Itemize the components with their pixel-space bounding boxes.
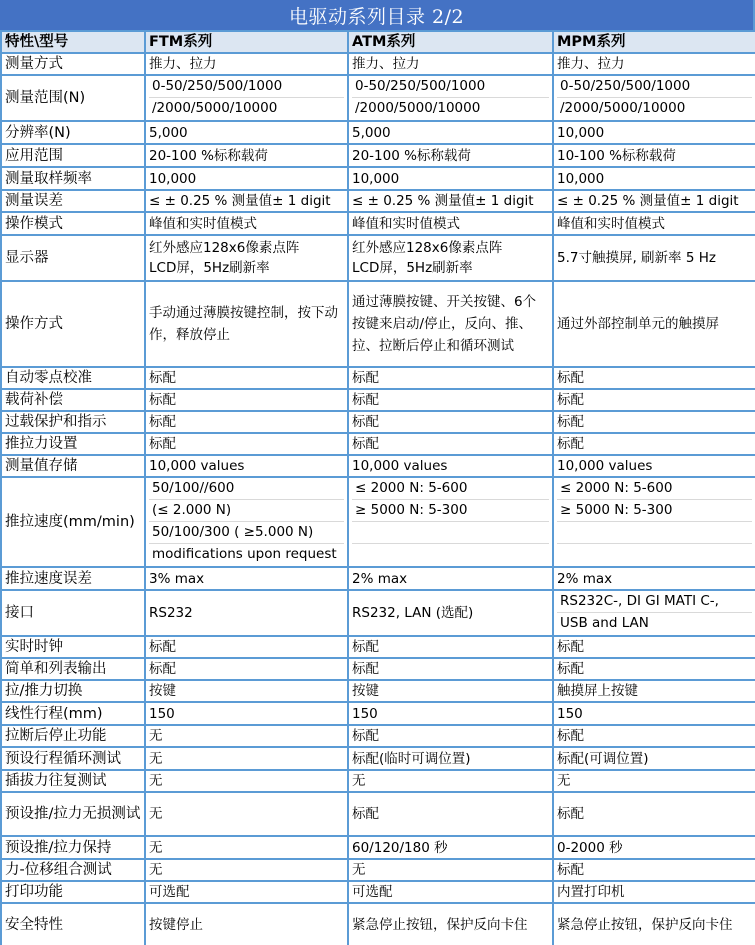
cell-atm: 标配 <box>348 367 553 389</box>
row-label: 操作模式 <box>1 212 145 235</box>
row-label: 接口 <box>1 590 145 636</box>
cell-line: 0-50/250/500/1000 <box>149 76 344 98</box>
table-row <box>1 167 755 190</box>
cell-ftm: 20-100 %标称载荷 <box>145 144 348 167</box>
cell-mpm: 5.7寸触摸屏, 刷新率 5 Hz <box>553 235 755 281</box>
table-row <box>1 636 755 658</box>
cell-atm: RS232, LAN (选配) <box>348 590 553 636</box>
cell-mpm: 2% max <box>553 567 755 590</box>
table-row <box>1 235 755 281</box>
row-label <box>1 792 145 836</box>
row-label: 拉断后停止功能 <box>1 725 145 747</box>
cell-ftm: 150 <box>145 702 348 725</box>
cell-text: 通过薄膜按键、开关按键、6个按键来启动/停止，反向、推、拉、拉断后停止和循环测试 <box>352 294 537 354</box>
cell-line: 50/100/300 ( ≥5.000 N) <box>149 522 344 544</box>
cell-line: LCD屏，5Hz刷新率 <box>352 260 473 276</box>
cell-ftm: 3% max <box>145 567 348 590</box>
row-label: 简单和列表输出 <box>1 658 145 680</box>
cell-atm: 推力、拉力 <box>348 53 553 75</box>
table-row <box>1 53 755 75</box>
row-label: 打印功能 <box>1 881 145 903</box>
cell-atm: 按键 <box>348 680 553 702</box>
table-row <box>1 836 755 859</box>
cell-atm: 10,000 values <box>348 455 553 477</box>
cell-line: ≥ 5000 N: 5-300 <box>557 500 752 522</box>
table-row <box>1 747 755 770</box>
table-row <box>1 75 755 121</box>
cell-text: 通过外部控制单元的触摸屏 <box>557 316 719 332</box>
cell-atm: 5,000 <box>348 121 553 144</box>
cell-ftm: 峰值和实时值模式 <box>145 212 348 235</box>
table-row <box>1 367 755 389</box>
cell-ftm: 可选配 <box>145 881 348 903</box>
row-label: 力-位移组合测试 <box>1 859 145 881</box>
row-label: 测量取样频率 <box>1 167 145 190</box>
cell-ftm: 标配 <box>145 636 348 658</box>
table-row <box>1 477 755 567</box>
cell-atm: 标配 <box>348 725 553 747</box>
cell-mpm <box>553 281 755 367</box>
table-row <box>1 144 755 167</box>
cell-atm: 峰值和实时值模式 <box>348 212 553 235</box>
table-row <box>1 567 755 590</box>
cell-ftm: 无 <box>145 792 348 836</box>
cell-atm <box>348 903 553 945</box>
cell-mpm: 10-100 %标称载荷 <box>553 144 755 167</box>
cell-line: 0-50/250/500/1000 <box>352 76 549 98</box>
cell-atm: 无 <box>348 770 553 792</box>
cell-atm: 20-100 %标称载荷 <box>348 144 553 167</box>
cell-line: LCD屏，5Hz刷新率 <box>149 260 270 276</box>
cell-line: ≥ 5000 N: 5-300 <box>352 500 549 522</box>
cell-atm <box>348 75 553 121</box>
cell-atm <box>348 477 553 567</box>
cell-ftm: 标配 <box>145 389 348 411</box>
cell-mpm <box>553 477 755 567</box>
cell-mpm: 推力、拉力 <box>553 53 755 75</box>
cell-ftm: 按键停止 <box>145 903 348 945</box>
row-label-text: 预设推/拉力无损测试 <box>5 806 141 822</box>
cell-mpm: 标配 <box>553 367 755 389</box>
cell-line: /2000/5000/10000 <box>152 100 278 116</box>
table-row <box>1 389 755 411</box>
cell-mpm: 标配 <box>553 792 755 836</box>
header-atm: ATM系列 <box>348 31 553 53</box>
cell-ftm: 无 <box>145 725 348 747</box>
cell-text: 手动通过薄膜按键控制，按下动作，释放停止 <box>149 305 338 343</box>
header-mpm: MPM系列 <box>553 31 755 53</box>
cell-atm <box>348 235 553 281</box>
cell-mpm: 标配(可调位置) <box>553 747 755 770</box>
row-label: 测量方式 <box>1 53 145 75</box>
cell-line: /2000/5000/10000 <box>560 100 686 116</box>
cell-mpm: 标配 <box>553 636 755 658</box>
row-label: 显示器 <box>1 235 145 281</box>
row-label: 载荷补偿 <box>1 389 145 411</box>
cell-mpm: 10,000 <box>553 121 755 144</box>
row-label: 测量值存储 <box>1 455 145 477</box>
table-row <box>1 881 755 903</box>
cell-mpm: 10,000 <box>553 167 755 190</box>
row-label: 插拔力往复测试 <box>1 770 145 792</box>
row-label: 安全特性 <box>1 903 145 945</box>
cell-ftm: 按键 <box>145 680 348 702</box>
cell-atm: 标配 <box>348 636 553 658</box>
cell-mpm: 触摸屏上按键 <box>553 680 755 702</box>
cell-line <box>352 544 549 566</box>
cell-line <box>557 522 752 544</box>
table-row <box>1 433 755 455</box>
row-label: 拉/推力切换 <box>1 680 145 702</box>
cell-ftm: ≤ ± 0.25 % 测量值± 1 digit <box>145 190 348 212</box>
cell-mpm <box>553 75 755 121</box>
cell-line: modifications upon request <box>152 546 337 562</box>
cell-atm: 无 <box>348 859 553 881</box>
cell-ftm: 标配 <box>145 658 348 680</box>
table-row <box>1 658 755 680</box>
row-label: 推拉速度误差 <box>1 567 145 590</box>
cell-ftm: 10,000 values <box>145 455 348 477</box>
cell-line: ≤ 2000 N: 5-600 <box>557 478 752 500</box>
cell-atm: 10,000 <box>348 167 553 190</box>
cell-line: 红外感应128x6像素点阵 <box>149 240 300 256</box>
table-row <box>1 590 755 636</box>
cell-atm: 标配 <box>348 658 553 680</box>
row-label: 自动零点校准 <box>1 367 145 389</box>
cell-ftm: 无 <box>145 770 348 792</box>
row-label: 预设行程循环测试 <box>1 747 145 770</box>
cell-line: 50/100//600 <box>149 478 344 500</box>
table-row <box>1 792 755 836</box>
table-row <box>1 455 755 477</box>
table-row <box>1 680 755 702</box>
cell-mpm: 10,000 values <box>553 455 755 477</box>
cell-atm: ≤ ± 0.25 % 测量值± 1 digit <box>348 190 553 212</box>
cell-line <box>557 544 752 566</box>
row-label: 应用范围 <box>1 144 145 167</box>
catalog-title: 电驱动系列目录 2/2 <box>0 0 755 30</box>
table-row <box>1 702 755 725</box>
cell-mpm: 0-2000 秒 <box>553 836 755 859</box>
cell-mpm <box>553 903 755 945</box>
cell-mpm: 内置打印机 <box>553 881 755 903</box>
cell-ftm: RS232 <box>145 590 348 636</box>
cell-atm: 2% max <box>348 567 553 590</box>
cell-mpm: 标配 <box>553 433 755 455</box>
cell-text: 紧急停止按钮，保护反向卡住 <box>557 917 733 933</box>
cell-mpm: ≤ ± 0.25 % 测量值± 1 digit <box>553 190 755 212</box>
header-row <box>1 31 755 53</box>
row-label: 预设推/拉力保持 <box>1 836 145 859</box>
cell-line: USB and LAN <box>560 615 649 631</box>
cell-ftm <box>145 281 348 367</box>
cell-line: RS232C-, DI GI MATI C-, <box>557 591 752 613</box>
table-row <box>1 725 755 747</box>
cell-line: (≤ 2.000 N) <box>149 500 344 522</box>
cell-atm: 可选配 <box>348 881 553 903</box>
cell-atm: 标配 <box>348 389 553 411</box>
row-label: 测量误差 <box>1 190 145 212</box>
cell-mpm: 标配 <box>553 658 755 680</box>
cell-line: ≤ 2000 N: 5-600 <box>352 478 549 500</box>
table-row <box>1 770 755 792</box>
cell-ftm <box>145 75 348 121</box>
table-row <box>1 212 755 235</box>
row-label: 分辨率(N) <box>1 121 145 144</box>
cell-atm: 标配 <box>348 433 553 455</box>
header-ftm: FTM系列 <box>145 31 348 53</box>
cell-text: 紧急停止按钮，保护反向卡住 <box>352 917 528 933</box>
row-label: 实时时钟 <box>1 636 145 658</box>
cell-atm: 标配(临时可调位置) <box>348 747 553 770</box>
cell-ftm: 5,000 <box>145 121 348 144</box>
cell-atm: 标配 <box>348 411 553 433</box>
row-label: 推拉速度(mm/min) <box>1 477 145 567</box>
cell-atm: 60/120/180 秒 <box>348 836 553 859</box>
cell-ftm: 无 <box>145 747 348 770</box>
table-row <box>1 281 755 367</box>
table-row <box>1 190 755 212</box>
cell-atm: 标配 <box>348 792 553 836</box>
cell-line: /2000/5000/10000 <box>355 100 481 116</box>
cell-atm: 150 <box>348 702 553 725</box>
header-feature-model: 特性\型号 <box>1 31 145 53</box>
table-row <box>1 859 755 881</box>
cell-ftm: 标配 <box>145 367 348 389</box>
cell-atm <box>348 281 553 367</box>
cell-mpm: 标配 <box>553 411 755 433</box>
row-label: 推拉力设置 <box>1 433 145 455</box>
cell-line <box>352 522 549 544</box>
cell-ftm: 无 <box>145 859 348 881</box>
row-label: 操作方式 <box>1 281 145 367</box>
table-row <box>1 411 755 433</box>
cell-line: 0-50/250/500/1000 <box>557 76 752 98</box>
cell-ftm <box>145 235 348 281</box>
cell-mpm <box>553 590 755 636</box>
cell-ftm: 无 <box>145 836 348 859</box>
table-row <box>1 121 755 144</box>
row-label: 测量范围(N) <box>1 75 145 121</box>
cell-mpm: 标配 <box>553 389 755 411</box>
cell-mpm: 峰值和实时值模式 <box>553 212 755 235</box>
row-label: 线性行程(mm) <box>1 702 145 725</box>
spec-table <box>0 30 755 945</box>
cell-ftm: 10,000 <box>145 167 348 190</box>
table-row <box>1 903 755 945</box>
cell-mpm: 150 <box>553 702 755 725</box>
cell-ftm <box>145 477 348 567</box>
row-label: 过载保护和指示 <box>1 411 145 433</box>
cell-mpm: 标配 <box>553 725 755 747</box>
cell-mpm: 无 <box>553 770 755 792</box>
cell-line: 红外感应128x6像素点阵 <box>352 240 503 256</box>
cell-ftm: 标配 <box>145 433 348 455</box>
cell-mpm: 标配 <box>553 859 755 881</box>
cell-ftm: 推力、拉力 <box>145 53 348 75</box>
cell-ftm: 标配 <box>145 411 348 433</box>
